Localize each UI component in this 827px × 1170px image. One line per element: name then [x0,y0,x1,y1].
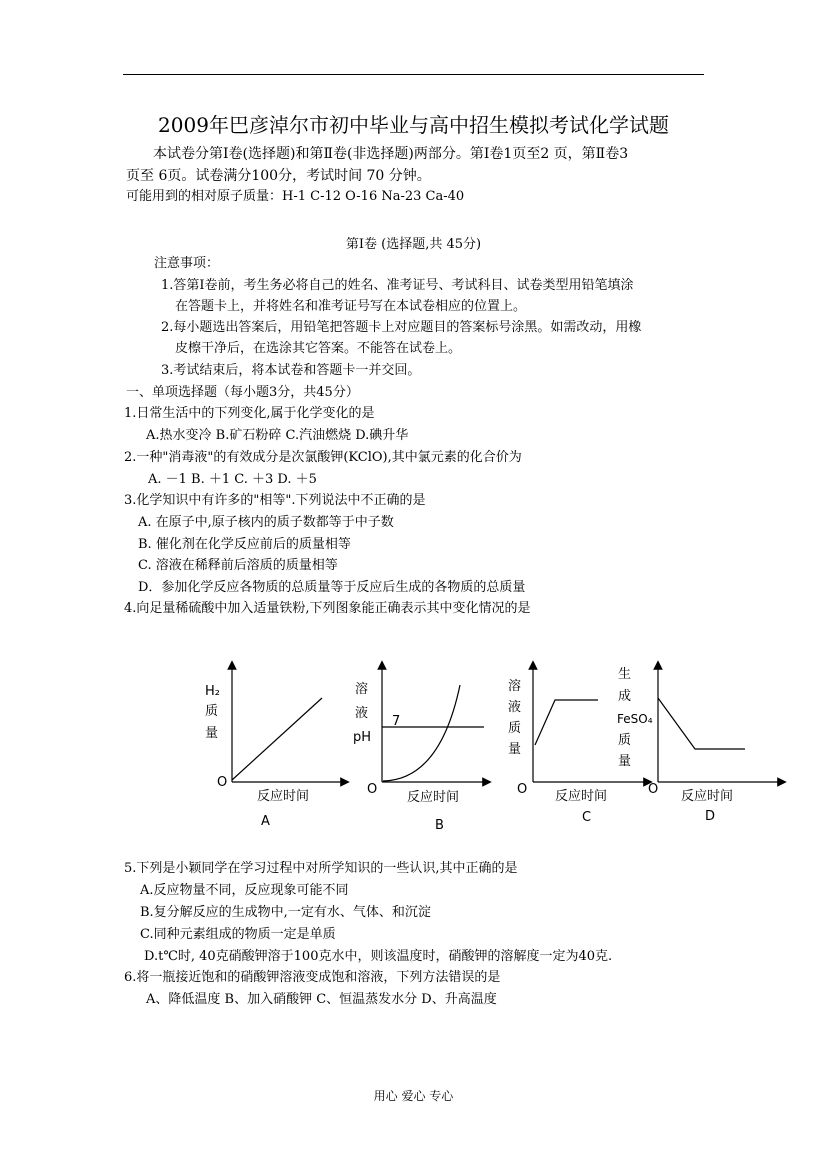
q5-option-d: D.t℃时, 40克硝酸钾溶于100克水中，则该温度时，硝酸钾的溶解度一定为40克. [144,949,613,964]
graph-b-ylabel-1: 溶 [355,682,369,697]
graph-c-xlabel: 反应时间 [555,789,608,804]
graph-a-ylabel-3: 量 [205,726,219,741]
q6-options: A、降低温度 B、加入硝酸钾 C、恒温蒸发水分 D、升高温度 [146,992,497,1007]
q5-option-b: B.复分解反应的生成物中,一定有水、气体、和沉淀 [140,905,431,920]
notice-item-1b: 在答题卡上，并将姓名和准考证号写在本试卷相应的位置上。 [175,299,527,314]
graph-a-origin: O [217,775,228,790]
graph-d-ylabel-4: 质 [618,733,632,748]
graph-d-ylabel-3: FeSO₄ [617,712,653,726]
section-title: 第Ⅰ卷 (选择题,共 45分) [345,237,482,252]
graph-d-ylabel-1: 生 [618,667,632,682]
q3-stem: 3.化学知识中有许多的"相等".下列说法中不正确的是 [124,493,426,508]
graph-c-ylabel-3: 质 [508,721,522,736]
graph-c-origin: O [517,782,528,797]
graph-d-origin: O [648,782,659,797]
graph-d-xlabel: 反应时间 [681,789,734,804]
q3-option-b: B. 催化剂在化学反应前后的质量相等 [138,537,351,552]
graph-b-xlabel: 反应时间 [407,790,460,805]
atomic-masses: 可能用到的相对原子质量：H-1 C-12 O-16 Na-23 Ca-40 [126,189,465,204]
part1-heading: 一、单项选择题（每小题3分，共45分） [126,385,359,400]
graph-b-ref-value: 7 [392,714,401,729]
page-title: 2009年巴彦淖尔市初中毕业与高中招生模拟考试化学试题 [158,113,669,137]
notice-item-1a: 1.答第Ⅰ卷前，考生务必将自己的姓名、准考证号、考试科目、试卷类型用铅笔填涂 [161,278,634,293]
graph-d-caption: D [705,809,716,824]
notice-heading: 注意事项： [154,256,220,271]
q1-options: A.热水变冷 B.矿石粉碎 C.汽油燃烧 D.碘升华 [146,428,409,443]
q5-option-c: C.同种元素组成的物质一定是单质 [140,927,336,942]
q6-stem: 6.将一瓶接近饱和的硝酸钾溶液变成饱和溶液，下列方法错误的是 [124,970,501,985]
graph-d-ylabel-2: 成 [618,689,632,704]
graph-a-ylabel-1: H₂ [205,684,220,699]
graph-c-ylabel-4: 量 [508,742,522,757]
q3-option-a: A. 在原子中,原子核内的质子数都等于中子数 [138,515,394,530]
q2-stem: 2.一种"消毒液"的有效成分是次氯酸钾(KClO),其中氯元素的化合价为 [124,450,522,465]
page-footer: 用心 爱心 专心 [373,1089,454,1103]
graph-b-caption: B [435,818,444,833]
graph-c-curve [535,700,598,745]
notice-item-3: 3.考试结束后，将本试卷和答题卡一并交回。 [161,363,421,378]
q1-stem: 1.日常生活中的下列变化,属于化学变化的是 [124,406,375,421]
graph-b [353,665,487,833]
graph-b-ylabel-3: pH [353,730,372,745]
graph-a-ylabel-2: 质 [205,704,219,719]
graph-b-origin: O [367,782,378,797]
graph-d-curve [658,698,745,749]
notice-item-2a: 2.每小题选出答案后，用铅笔把答题卡上对应题目的答案标号涂黑。如需改动，用橡 [161,320,642,335]
graph-c-ylabel-2: 液 [508,700,522,715]
q3-option-c: C. 溶液在稀释前后溶质的质量相等 [138,558,338,573]
q5-stem: 5.下列是小颖同学在学习过程中对所学知识的一些认识,其中正确的是 [124,861,518,876]
q4-graphs [195,655,795,840]
q2-options: A. －1 B. ＋1 C. ＋3 D. ＋5 [148,472,317,487]
intro-line-1: 本试卷分第Ⅰ卷(选择题)和第Ⅱ卷(非选择题)两部分。第Ⅰ卷1页至2 页，第Ⅱ卷3 [153,146,629,162]
graph-a-caption: A [261,814,270,829]
graph-b-ylabel-2: 液 [355,706,369,721]
graph-a-curve [232,698,322,780]
intro-line-2: 页至 6页。试卷满分100分，考试时间 70 分钟。 [126,168,431,184]
graph-c-ylabel-1: 溶 [508,679,522,694]
header-rule [123,74,704,75]
graph-d-ylabel-5: 量 [618,754,632,769]
notice-item-2b: 皮檫干净后，在选涂其它答案。不能答在试卷上。 [175,341,462,356]
q4-stem: 4.向足量稀硫酸中加入适量铁粉,下列图象能正确表示其中变化情况的是 [124,601,531,616]
graph-b-curve [383,685,460,781]
q3-option-d: D．参加化学反应各物质的总质量等于反应后生成的各物质的总质量 [138,580,526,595]
graph-a-xlabel: 反应时间 [257,789,310,804]
graph-d [617,665,782,824]
graph-a [205,665,345,829]
q5-option-a: A.反应物量不同，反应现象可能不同 [140,883,349,898]
graph-c-caption: C [582,810,592,825]
